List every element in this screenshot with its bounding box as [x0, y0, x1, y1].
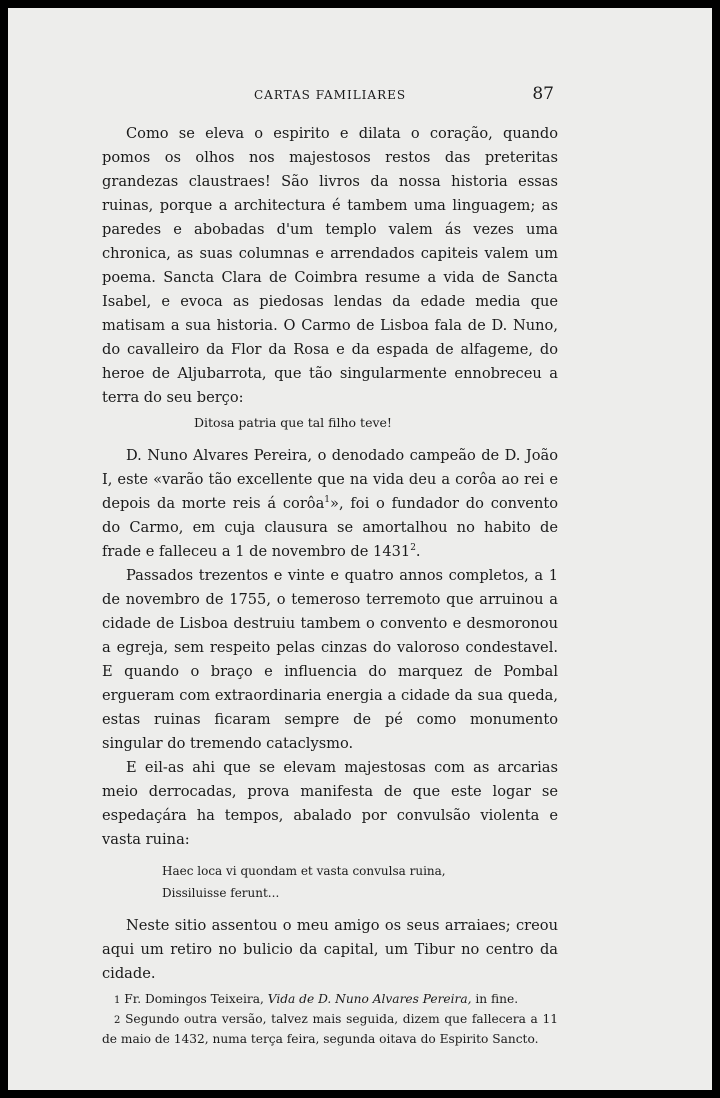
paragraph-5: Neste sitio assentou o meu amigo os seus arraiaes; creou aqui um retiro no bulicio da capital, um Tibur no centro da cidade.: [102, 917, 558, 982]
footnote-1: [102, 990, 558, 1010]
book-page: [8, 8, 712, 1090]
footnote-1-post: in fine.: [471, 992, 519, 1006]
footnote-2: [102, 1010, 558, 1048]
latin-verse-line-2: Dissiluisse ferunt...: [162, 886, 280, 900]
footnote-ref-1: 1: [324, 495, 331, 506]
footnote-1-pre: Fr. Domingos Teixeira,: [120, 992, 268, 1006]
page-body: [102, 122, 558, 1048]
footnote-2-mark: 2: [114, 1015, 121, 1026]
verse-quote: Ditosa patria que tal filho teve!: [194, 415, 392, 430]
footnote-ref-2: 2: [410, 543, 416, 554]
footnote-1-mark: 1: [114, 995, 121, 1006]
page-number: 87: [532, 84, 554, 104]
paragraph-2-part-a: D. Nuno Alvares Pereira, o denodado campeão de D. João I, este «varão tão excellente que na vida deu a corôa ao rei e depois da morte reis á corôa: [102, 447, 558, 512]
page-header: [104, 84, 556, 108]
latin-verse: [162, 860, 558, 904]
paragraph-2: [102, 444, 558, 564]
paragraph-4: E eil-as ahi que se elevam majestosas com as arcarias meio derrocadas, prova manifesta de que este logar se espedaçára ha tempos, abalado por convulsão violenta e vasta ruina:: [102, 759, 558, 848]
paragraph-3: Passados trezentos e vinte e quatro annos completos, a 1 de novembro de 1755, o temeroso terremoto que arruinou a cidade de Lisboa destruiu tambem o convento e desmoronou a egreja, sem respeito pelas cinzas do valoroso condestavel. E quando o braço e influencia do marquez de Pombal ergueram com extraordinaria energia a cidade da sua queda, estas ruinas ficaram sempre de pé como monumento singular do tremendo cataclysmo.: [102, 567, 558, 752]
paragraph-1: Como se eleva o espirito e dilata o coração, quando pomos os olhos nos majestosos restos das preteritas grandezas claustraes! São livros da nossa historia essas ruinas, porque a architectura é tambem uma linguagem; as paredes e abobadas d'um templo valem ás vezes uma chronica, as suas columnas e arrendados capiteis valem um poema. Sancta Clara de Coimbra resume a vida de Sancta Isabel, e evoca as piedosas lendas da edade media que matisam a sua historia. O Carmo de Lisboa fala de D. Nuno, do cavalleiro da Flor da Rosa e da espada de alfageme, do heroe de Aljubarrota, que tão singularmente ennobreceu a terra do seu berço:: [102, 125, 558, 406]
running-title: CARTAS FAMILIARES: [254, 88, 407, 102]
latin-verse-line-1: Haec loca vi quondam et vasta convulsa ruina,: [162, 864, 446, 878]
paragraph-2-part-b: », foi o fundador do convento do Carmo, em cuja clausura se amortalhou no habito de frade e falleceu a 1 de novembro de 1431: [102, 495, 558, 560]
paragraph-2-part-c: .: [415, 543, 421, 560]
footnote-1-title: Vida de D. Nuno Alvares Pereira,: [267, 992, 472, 1006]
footnotes: [102, 990, 558, 1048]
footnote-2-text: Segundo outra versão, talvez mais seguida, dizem que fallecera a 11 de maio de 1432, numa terça feira, segunda oitava do Espirito Sancto.: [102, 1012, 558, 1046]
